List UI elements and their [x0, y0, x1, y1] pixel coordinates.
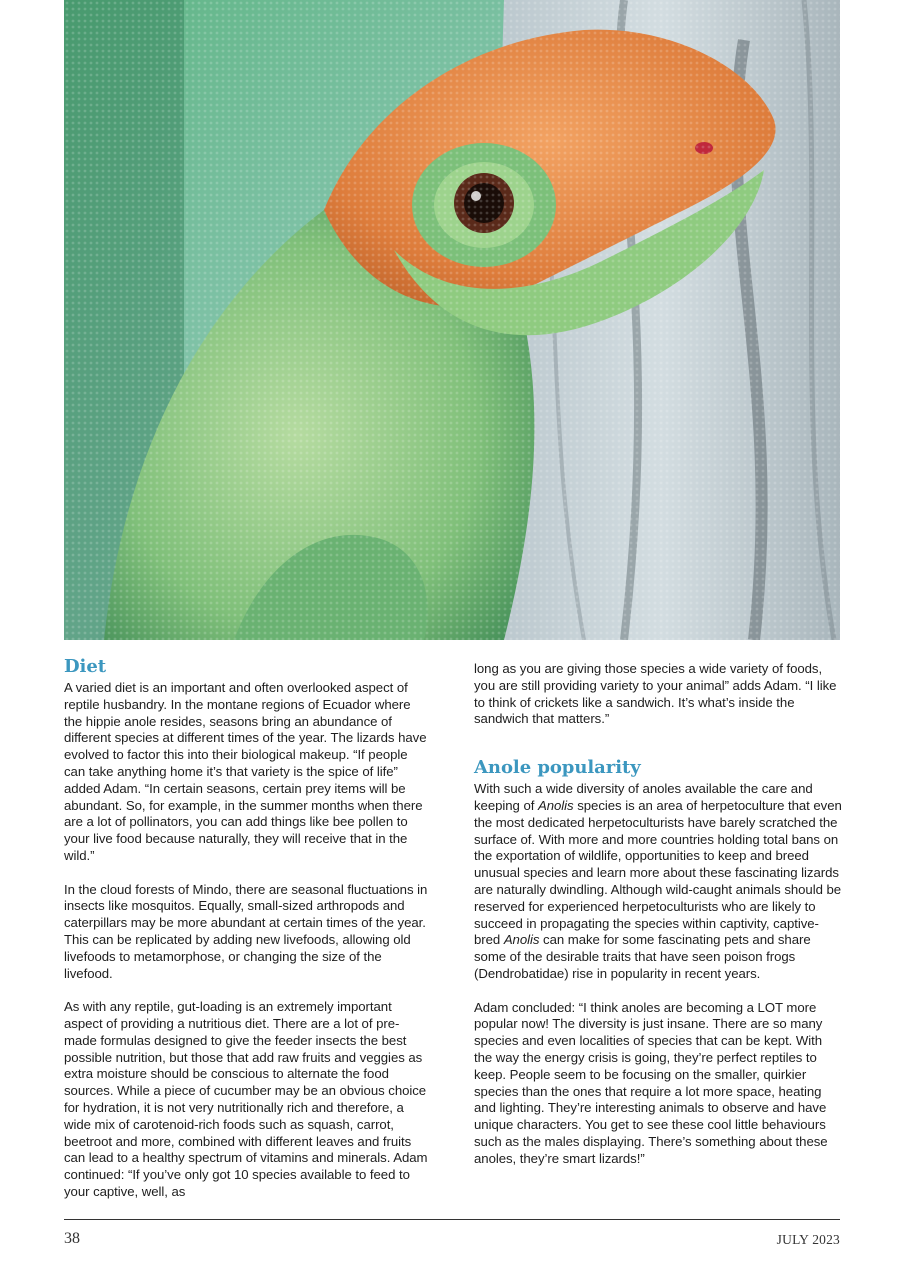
diet-paragraph-3: As with any reptile, gut-loading is an extremely important aspect of providing a nutritious diet. There are a lot of pre-made formulas designed to give the feeder insects the best possible nutrition, but those that add raw fruits and veggies as extra moisture should be conscious to alternate the food sources. While a piece of cucumber may be an obvious choice for hydration, it is not very nutritionally rich and therefore, a wide mix of carotenoid-rich foods such as squash, carrot, beetroot and more, combined with different leaves and fruits can lead to a healthy spectrum of vitamins and minerals. Adam continued: “If you’ve only got 10 species available to feed to your captive, well, as: [64, 999, 428, 1199]
diet-heading: Diet: [64, 656, 107, 677]
diet-paragraph-2: In the cloud forests of Mindo, there are seasonal fluctuations in insects like mosquitos. Equally, small-sized arthropods and caterpillars may be more abundant at certain times of the year. This can be replicated by adding new livefoods, allowing old livefoods to metamorphose, or changing the size of the livefood.: [64, 881, 428, 981]
diet-paragraph-4: long as you are giving those species a wide variety of foods, you are still providing variety to your animal” adds Adam. “I like to think of crickets like a sandwich. It’s what’s inside the sandwich that matters.”: [474, 661, 837, 727]
popularity-heading: Anole popularity: [474, 757, 641, 779]
issue-date: JULY 2023: [776, 1232, 840, 1247]
popularity-paragraph-1: With such a wide diversity of anoles available the care and keeping of Anolis species is an area of herpetoculture that even the most dedicated herpetoculturists have barely scratched the surface of. With more and more countries holding total bans on the exportation of wildlife, opportunities to keep and breed unusual species and learn more about these fascinating lizards are naturally dwindling. Although wild-caught animals should be reserved for experienced herpetoculturists who are likely to succeed in propagating the species within captivity, captive-bred Anolis can make for some fascinating pets and share some of the desirable traits that have seen poison frogs (Dendrobatidae) rise in popularity in recent years.: [474, 781, 842, 981]
page-number: 38: [64, 1230, 80, 1247]
column-right: [474, 661, 842, 1168]
lizard-photo: [64, 0, 840, 640]
species-name: Anolis: [537, 797, 574, 813]
footer-rule: [64, 1219, 840, 1220]
column-left: [64, 656, 432, 1201]
diet-paragraph-1: A varied diet is an important and often overlooked aspect of reptile husbandry. In the montane regions of Ecuador where the hippie anole resides, seasons bring an abundance of different species at different times of the year. The lizards have evolved to factor this into their biological makeup. “If people can take anything home it’s that variety is the spice of life” added Adam. “In certain seasons, certain prey items will be abundant. So, for example, in the summer months when there are a lot of pollinators, you can add things like bee pollen to your live food because naturally, they will receive that in the wild.”: [64, 680, 427, 863]
species-name: Anolis: [503, 932, 540, 948]
popularity-paragraph-2: Adam concluded: “I think anoles are becoming a LOT more popular now! The diversity is just insane. There are so many species and even localities of species that can be kept. With the way the energy crisis is going, they’re perfect reptiles to keep. People seem to be focusing on the smaller, quirkier species than the ones that require a lot more space, heating and lighting. They’re interesting animals to observe and have unique characters. You get to see these cool little behaviours such as the males displaying. There’s something about these anoles, they’re smart lizards!”: [474, 999, 828, 1166]
